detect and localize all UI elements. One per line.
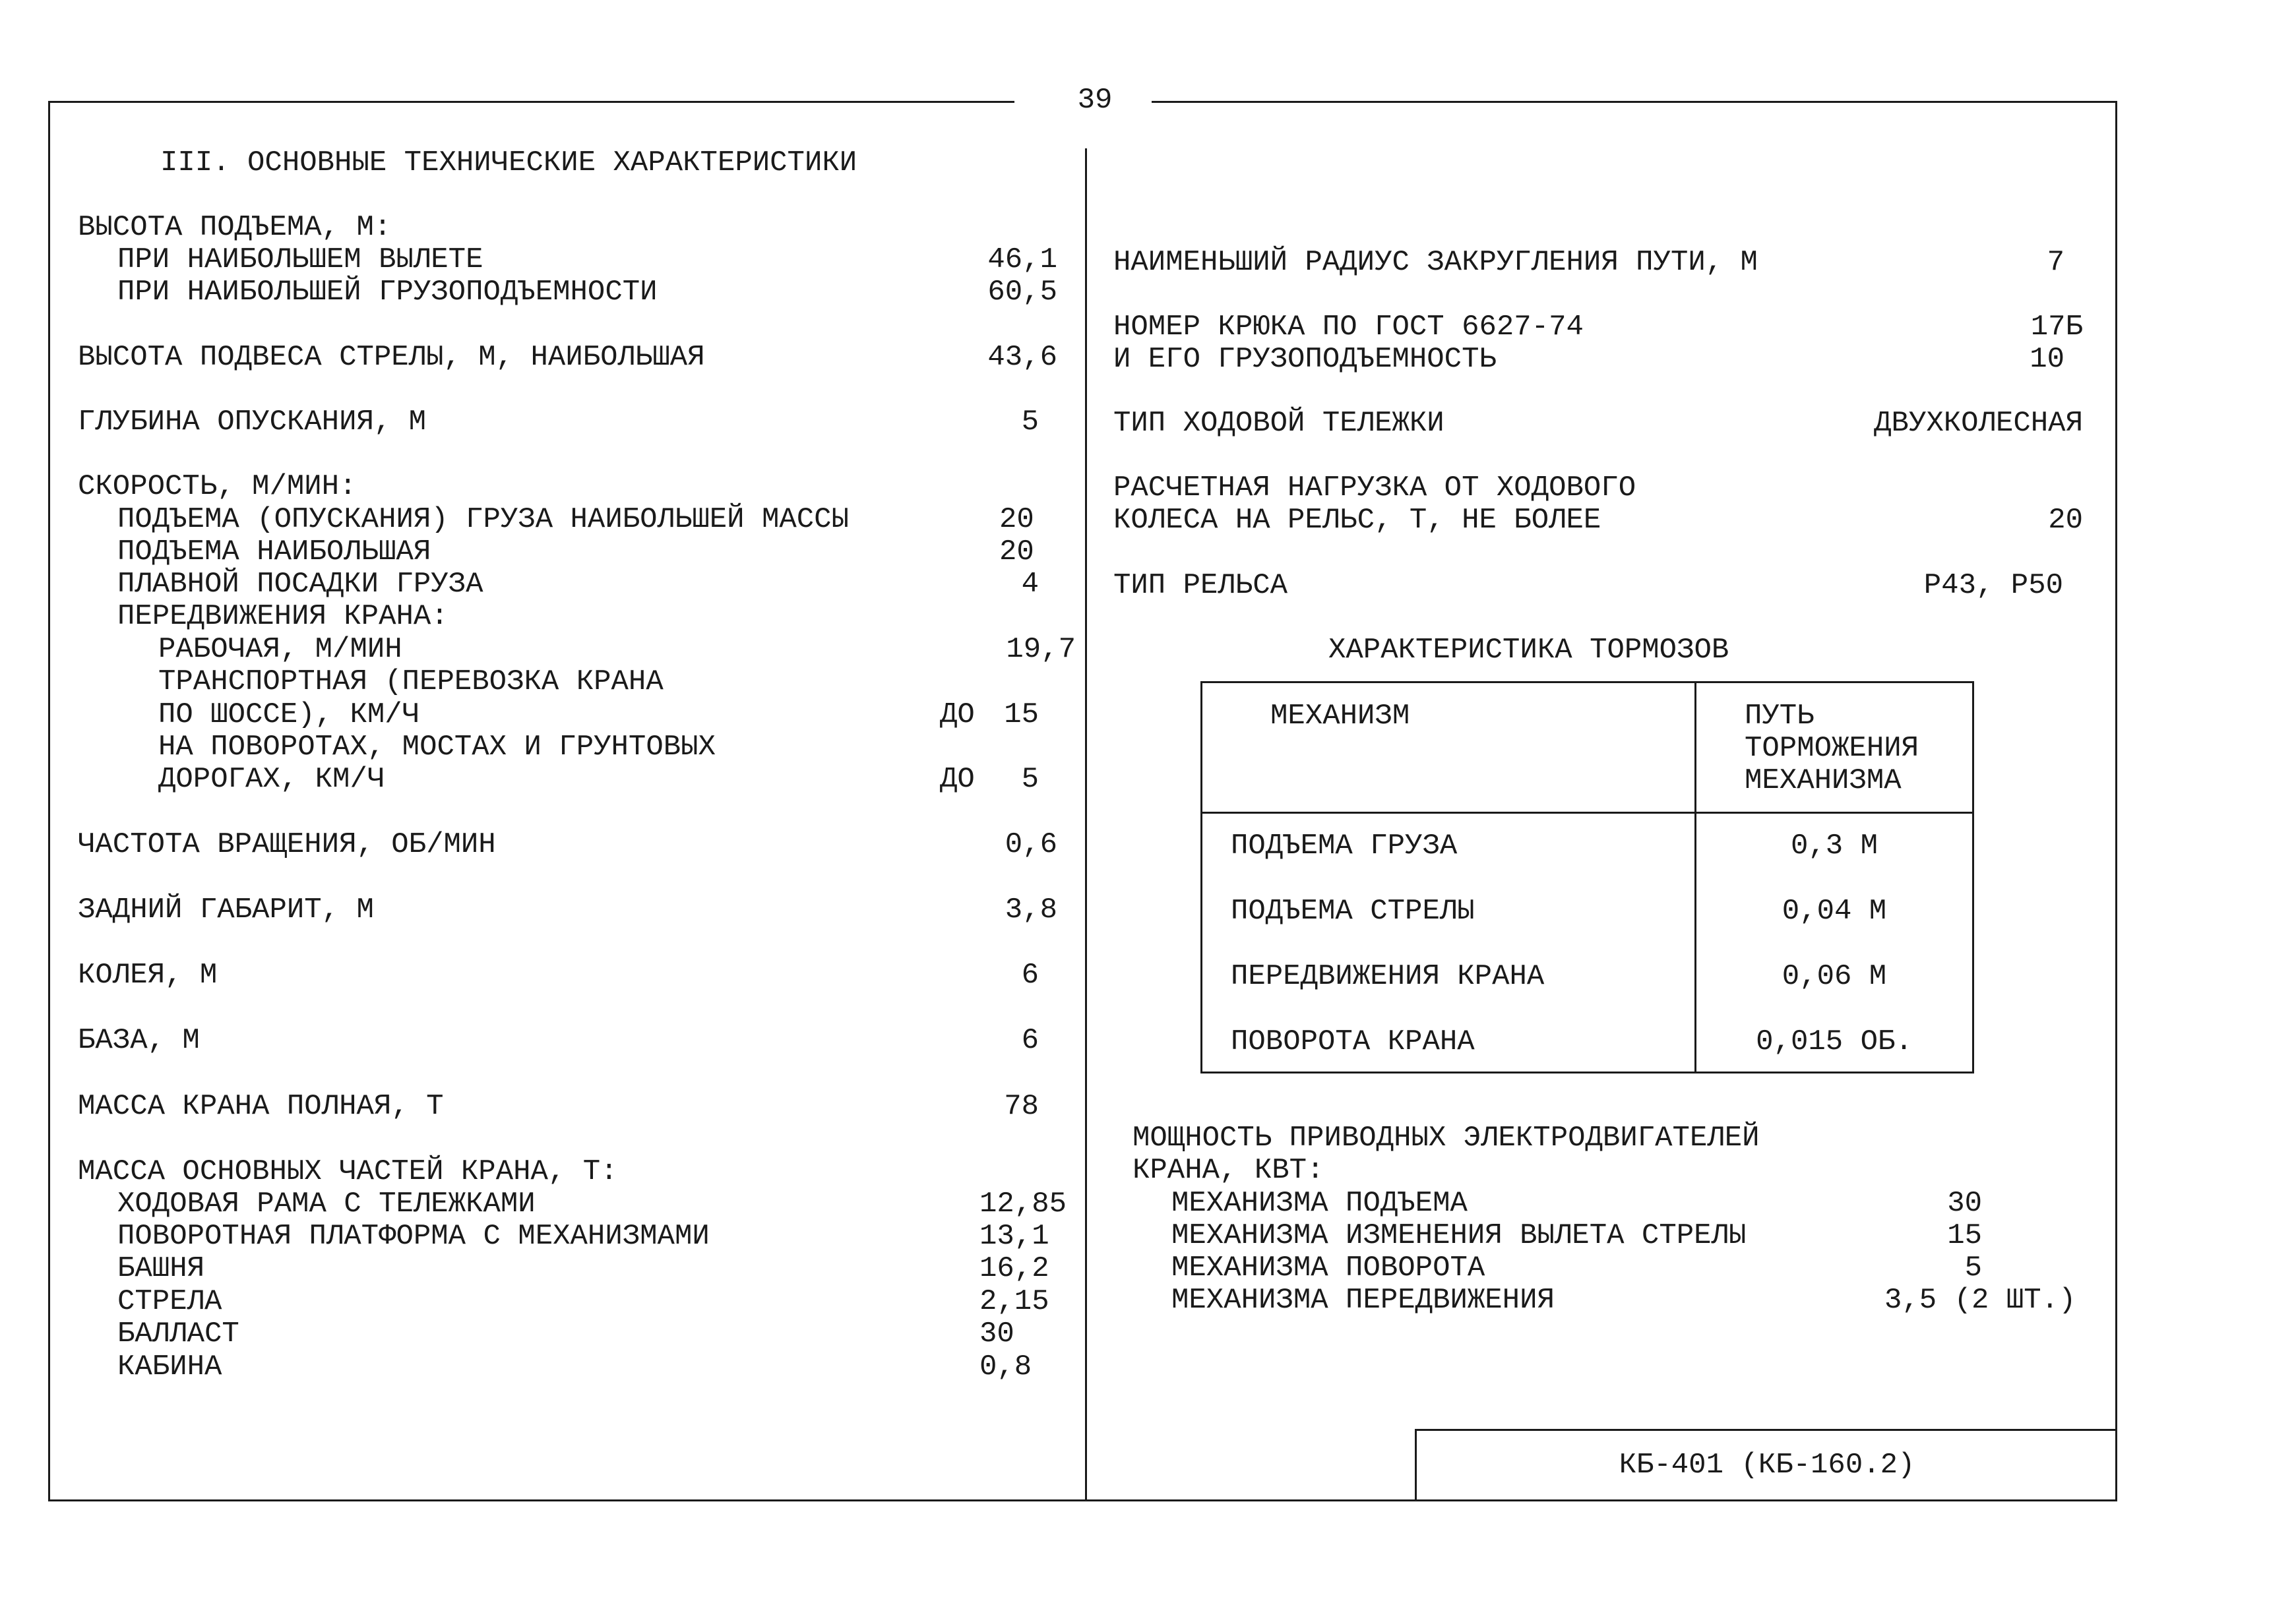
brakes-header-path-2: ТОРМОЖЕНИЯ (1745, 732, 1919, 765)
speed-label: СКОРОСТЬ, М/МИН: (78, 470, 357, 503)
document-code: КБ-401 (КБ-160.2) (1619, 1449, 1915, 1482)
lowering-depth-value: 5 (1021, 406, 1039, 438)
gauge-label: КОЛЕЯ, М (78, 959, 218, 992)
min-radius-value: 7 (2047, 246, 2064, 279)
brakes-row-mechanism: ПОДЪЕМА СТРЕЛЫ (1231, 895, 1475, 928)
speed-travel-label: ПЕРЕДВИЖЕНИЯ КРАНА: (117, 600, 449, 633)
parts-mass-label: МАССА ОСНОВНЫХ ЧАСТЕЙ КРАНА, Т: (78, 1155, 618, 1188)
speed-working-label: РАБОЧАЯ, М/МИН (158, 633, 402, 666)
speed-transport-value: 15 (1004, 698, 1039, 731)
motor-item-value: 15 (1947, 1219, 1982, 1252)
rotation-label: ЧАСТОТА ВРАЩЕНИЯ, ОБ/МИН (78, 828, 496, 861)
brakes-header-path-3: МЕХАНИЗМА (1745, 764, 1902, 797)
speed-lift-max-label: ПОДЪЕМА НАИБОЛЬШАЯ (117, 535, 431, 568)
speed-turns-prefix: ДО (940, 763, 975, 796)
page-number: 39 (1077, 84, 1113, 117)
brakes-row-value: 0,3 М (1790, 830, 1878, 862)
parts-mass-item-label: ПОВОРОТНАЯ ПЛАТФОРМА С МЕХАНИЗМАМИ (117, 1220, 710, 1253)
frame-top-left (48, 101, 1014, 103)
brakes-header-path-1: ПУТЬ (1745, 700, 1815, 733)
speed-smooth-landing-label: ПЛАВНОЙ ПОСАДКИ ГРУЗА (117, 568, 483, 601)
frame-left (48, 101, 50, 1501)
lowering-depth-label: ГЛУБИНА ОПУСКАНИЯ, М (78, 406, 427, 438)
brakes-title: ХАРАКТЕРИСТИКА ТОРМОЗОВ (1328, 634, 1729, 667)
parts-mass-item-label: БАШНЯ (117, 1252, 205, 1285)
gauge-value: 6 (1021, 959, 1039, 992)
speed-turns-label-2: ДОРОГАХ, КМ/Ч (158, 763, 385, 796)
parts-mass-item-label: БАЛЛАСТ (117, 1317, 239, 1350)
bogie-type-label: ТИП ХОДОВОЙ ТЕЛЕЖКИ (1113, 407, 1444, 440)
boom-height-value: 43,6 (987, 341, 1057, 374)
brakes-table-header-divider (1202, 812, 1972, 814)
brakes-row-value: 0,04 М (1782, 895, 1887, 928)
lift-max-reach-value: 46,1 (987, 243, 1057, 276)
brakes-row-value: 0,015 ОБ. (1756, 1025, 1913, 1058)
rotation-value: 0,6 (1005, 828, 1057, 861)
motor-item-value: 5 (1964, 1252, 1982, 1284)
wheel-load-label-1: РАСЧЕТНАЯ НАГРУЗКА ОТ ХОДОВОГО (1113, 471, 1636, 504)
lift-max-capacity-value: 60,5 (987, 276, 1057, 309)
brakes-row-value: 0,06 М (1782, 960, 1887, 993)
rail-type-value: Р43, Р50 (1923, 569, 2063, 602)
brakes-row-mechanism: ПОВОРОТА КРАНА (1231, 1025, 1475, 1058)
brakes-table-column-divider (1694, 683, 1696, 1072)
speed-lift-max-value: 20 (999, 535, 1034, 568)
hook-capacity-value: 10 (2030, 343, 2064, 376)
lift-max-reach-label: ПРИ НАИБОЛЬШЕМ ВЫЛЕТЕ (117, 243, 483, 276)
motor-item-label: МЕХАНИЗМА ИЗМЕНЕНИЯ ВЫЛЕТА СТРЕЛЫ (1171, 1219, 1747, 1252)
hook-capacity-label: И ЕГО ГРУЗОПОДЪЕМНОСТЬ (1113, 343, 1497, 376)
lift-max-capacity-label: ПРИ НАИБОЛЬШЕЙ ГРУЗОПОДЪЕМНОСТИ (117, 276, 658, 309)
parts-mass-item-value: 16,2 (979, 1252, 1049, 1285)
brakes-header-mechanism: МЕХАНИЗМ (1270, 700, 1410, 733)
total-mass-label: МАССА КРАНА ПОЛНАЯ, Т (78, 1090, 444, 1123)
speed-transport-prefix: ДО (940, 698, 975, 731)
parts-mass-item-value: 13,1 (979, 1220, 1049, 1253)
min-radius-label: НАИМЕНЬШИЙ РАДИУС ЗАКРУГЛЕНИЯ ПУТИ, М (1113, 246, 1758, 279)
motor-item-value: 30 (1947, 1187, 1982, 1220)
rear-clearance-value: 3,8 (1005, 893, 1057, 926)
parts-mass-item-value: 2,15 (979, 1285, 1049, 1318)
boom-height-label: ВЫСОТА ПОДВЕСА СТРЕЛЫ, М, НАИБОЛЬШАЯ (78, 341, 705, 374)
brakes-row-mechanism: ПЕРЕДВИЖЕНИЯ КРАНА (1231, 960, 1545, 993)
column-divider (1085, 148, 1087, 1501)
wheel-load-label-2: КОЛЕСА НА РЕЛЬС, Т, НЕ БОЛЕЕ (1113, 504, 1601, 537)
rail-type-label: ТИП РЕЛЬСА (1113, 569, 1288, 602)
speed-lift-max-mass-label: ПОДЪЕМА (ОПУСКАНИЯ) ГРУЗА НАИБОЛЬШЕЙ МАССЫ (117, 503, 849, 536)
section-heading: III. ОСНОВНЫЕ ТЕХНИЧЕСКИЕ ХАРАКТЕРИСТИКИ (160, 146, 857, 179)
motors-label-2: КРАНА, КВТ: (1132, 1154, 1324, 1187)
speed-turns-value: 5 (1021, 763, 1039, 796)
speed-transport-label-1: ТРАНСПОРТНАЯ (ПЕРЕВОЗКА КРАНА (158, 665, 664, 698)
wheel-load-value: 20 (2048, 504, 2083, 537)
base-label: БАЗА, М (78, 1024, 200, 1057)
parts-mass-item-value: 30 (979, 1317, 1014, 1350)
speed-lift-max-mass-value: 20 (999, 503, 1034, 536)
brakes-table (1200, 681, 1974, 1073)
frame-right (2115, 101, 2117, 1501)
motors-label-1: МОЩНОСТЬ ПРИВОДНЫХ ЭЛЕКТРОДВИГАТЕЛЕЙ (1132, 1122, 1760, 1155)
hook-number-label: НОМЕР КРЮКА ПО ГОСТ 6627-74 (1113, 311, 1584, 344)
parts-mass-item-value: 12,85 (979, 1188, 1067, 1221)
speed-smooth-landing-value: 4 (1021, 568, 1039, 601)
motor-item-label: МЕХАНИЗМА ПОВОРОТА (1171, 1252, 1485, 1284)
rear-clearance-label: ЗАДНИЙ ГАБАРИТ, М (78, 893, 374, 926)
bogie-type-value: ДВУХКОЛЕСНАЯ (1874, 407, 2083, 440)
title-block (1415, 1429, 2117, 1501)
frame-top-right (1152, 101, 2117, 103)
speed-transport-label-2: ПО ШОССЕ), КМ/Ч (158, 698, 420, 731)
lift-height-label: ВЫСОТА ПОДЪЕМА, М: (78, 211, 392, 244)
motor-item-label: МЕХАНИЗМА ПЕРЕДВИЖЕНИЯ (1171, 1284, 1555, 1317)
speed-working-value: 19,7 (1006, 633, 1076, 666)
brakes-row-mechanism: ПОДЪЕМА ГРУЗА (1231, 830, 1458, 862)
parts-mass-item-label: СТРЕЛА (117, 1285, 222, 1318)
motor-item-label: МЕХАНИЗМА ПОДЪЕМА (1171, 1187, 1468, 1220)
base-value: 6 (1021, 1024, 1039, 1057)
parts-mass-item-label: ХОДОВАЯ РАМА С ТЕЛЕЖКАМИ (117, 1188, 536, 1221)
motor-item-value: 3,5 (2 ШТ.) (1884, 1284, 2076, 1317)
hook-number-value: 17Б (2030, 311, 2083, 344)
parts-mass-item-value: 0,8 (979, 1350, 1032, 1383)
parts-mass-item-label: КАБИНА (117, 1350, 222, 1383)
total-mass-value: 78 (1004, 1090, 1039, 1123)
speed-turns-label-1: НА ПОВОРОТАХ, МОСТАХ И ГРУНТОВЫХ (158, 731, 716, 764)
